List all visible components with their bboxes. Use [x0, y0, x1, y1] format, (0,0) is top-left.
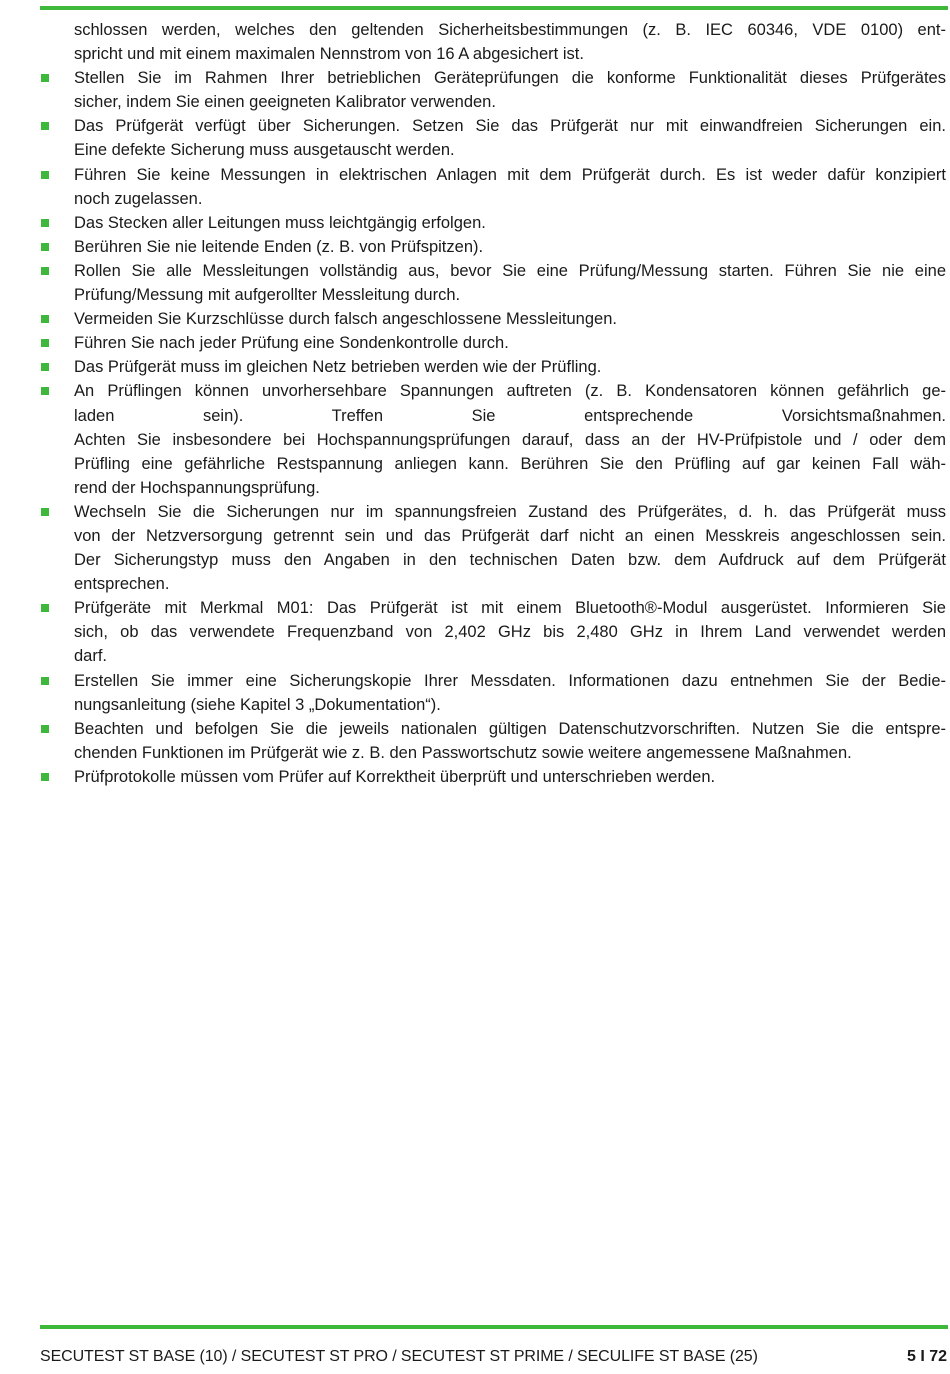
text-line: nungsanleitung (siehe Kapitel 3 „Dokumentation“). — [74, 695, 441, 714]
green-square-bullet-icon — [41, 387, 49, 395]
text-line: Berühren Sie nie leitende Enden (z. B. von Prüfspitzen). — [74, 237, 484, 256]
green-square-bullet-icon — [41, 725, 49, 733]
text-line: Führen Sie keine Messungen in elektrischen Anlagen mit dem Prüfgerät durch. Es ist weder dafür konzipiert — [74, 165, 946, 184]
green-square-bullet-icon — [41, 74, 49, 82]
green-square-bullet-icon — [41, 267, 49, 275]
text-line: Prüfgeräte mit Merkmal M01: Das Prüfgerät ist mit einem Bluetooth®-Modul ausgerüstet. Informieren Sie — [74, 599, 946, 618]
safety-instruction-list — [40, 66, 946, 789]
green-square-bullet-icon — [41, 315, 49, 323]
continued-paragraph — [40, 18, 946, 66]
text-line: Das Prüfgerät verfügt über Sicherungen. Setzen Sie das Prüfgerät nur mit einwandfreien Sicherungen ein. — [74, 117, 946, 136]
list-item — [40, 717, 946, 765]
text-line: Prüfprotokolle müssen vom Prüfer auf Korrektheit überprüft und unterschrieben werden. — [74, 767, 716, 786]
green-square-bullet-icon — [41, 363, 49, 371]
list-item — [40, 163, 946, 211]
green-square-bullet-icon — [41, 122, 49, 130]
text-line: rend der Hochspannungsprüfung. — [74, 478, 320, 497]
text-line: noch zugelassen. — [74, 189, 203, 208]
list-item — [40, 235, 946, 259]
bottom-green-rule — [40, 1325, 948, 1329]
text-line: Das Prüfgerät muss im gleichen Netz betrieben werden wie der Prüfling. — [74, 358, 602, 377]
text-line: entsprechen. — [74, 575, 170, 594]
list-item — [40, 114, 946, 162]
page-number: 5 I 72 — [906, 1348, 947, 1365]
list-item — [40, 596, 946, 668]
text-line: Beachten und befolgen Sie die jeweils nationalen gültigen Datenschutzvorschriften. Nutzen Sie die entspre- — [74, 719, 946, 738]
text-line: Rollen Sie alle Messleitungen vollständig aus, bevor Sie eine Prüfung/Messung starten. Führen Sie nie eine — [74, 261, 946, 280]
text-line: schlossen werden, welches den geltenden Sicherheitsbestimmungen (z. B. IEC 60346, VDE 0100) ent- — [74, 21, 946, 39]
text-line: chenden Funktionen im Prüfgerät wie z. B. den Passwortschutz sowie weitere angemessene Maßnahmen. — [74, 743, 852, 762]
document-body — [40, 18, 946, 789]
text-line: darf. — [74, 647, 108, 666]
text-line: Stellen Sie im Rahmen Ihrer betrieblichen Geräteprüfungen die konforme Funktionalität dieses Prüfgerätes — [74, 69, 946, 88]
top-green-rule — [40, 6, 948, 10]
green-square-bullet-icon — [41, 508, 49, 516]
green-square-bullet-icon — [41, 243, 49, 251]
text-line: Eine defekte Sicherung muss ausgetauscht werden. — [74, 141, 455, 160]
list-item — [40, 765, 946, 789]
text-line: Prüfung/Messung mit aufgerollter Messleitung durch. — [74, 286, 461, 305]
green-square-bullet-icon — [41, 677, 49, 685]
text-line: An Prüflingen können unvorhersehbare Spannungen auftreten (z. B. Kondensatoren können gefährlich ge- — [74, 382, 946, 401]
green-square-bullet-icon — [41, 773, 49, 781]
green-square-bullet-icon — [41, 171, 49, 179]
text-line: Erstellen Sie immer eine Sicherungskopie Ihrer Messdaten. Informationen dazu entnehmen Sie der Bedie- — [74, 671, 946, 690]
text-line: Achten Sie insbesondere bei Hochspannungsprüfungen darauf, dass an der HV-Prüfpistole und / oder dem — [74, 430, 946, 449]
list-item — [40, 379, 946, 499]
text-line: spricht und mit einem maximalen Nennstrom von 16 A abgesichert ist. — [74, 45, 584, 64]
text-line: Vermeiden Sie Kurzschlüsse durch falsch angeschlossene Messleitungen. — [74, 310, 617, 329]
footer-product-line: SECUTEST ST BASE (10) / SECUTEST ST PRO / SECUTEST ST PRIME / SECULIFE ST BASE (25) — [40, 1348, 758, 1365]
text-line: sich, ob das verwendete Frequenzband von 2,402 GHz bis 2,480 GHz in Ihrem Land verwendet werden — [74, 623, 946, 642]
list-item — [40, 355, 946, 379]
text-line: Der Sicherungstyp muss den Angaben in den technischen Daten bzw. dem Aufdruck auf dem Prüfgerät — [74, 551, 946, 570]
green-square-bullet-icon — [41, 339, 49, 347]
text-line: Prüfling eine gefährliche Restspannung anliegen kann. Berühren Sie den Prüfling auf gar keinen Fall wäh- — [74, 454, 946, 473]
list-item — [40, 259, 946, 307]
text-line: Führen Sie nach jeder Prüfung eine Sondenkontrolle durch. — [74, 334, 509, 353]
text-line: Wechseln Sie die Sicherungen nur im spannungsfreien Zustand des Prüfgerätes, d. h. das Prüfgerät muss — [74, 502, 946, 521]
list-item — [40, 307, 946, 331]
list-item — [40, 500, 946, 596]
list-item — [40, 669, 946, 717]
list-item — [40, 331, 946, 355]
list-item — [40, 211, 946, 235]
green-square-bullet-icon — [41, 604, 49, 612]
text-line: von der Netzversorgung getrennt sein und das Prüfgerät darf nicht an einen Messkreis angeschlossen sein. — [74, 526, 946, 545]
text-line: sicher, indem Sie einen geeigneten Kalibrator verwenden. — [74, 93, 496, 112]
text-line: laden sein). Treffen Sie entsprechende Vorsichtsmaßnahmen. — [74, 406, 946, 425]
green-square-bullet-icon — [41, 219, 49, 227]
text-line: Das Stecken aller Leitungen muss leichtgängig erfolgen. — [74, 213, 486, 232]
list-item — [40, 66, 946, 114]
